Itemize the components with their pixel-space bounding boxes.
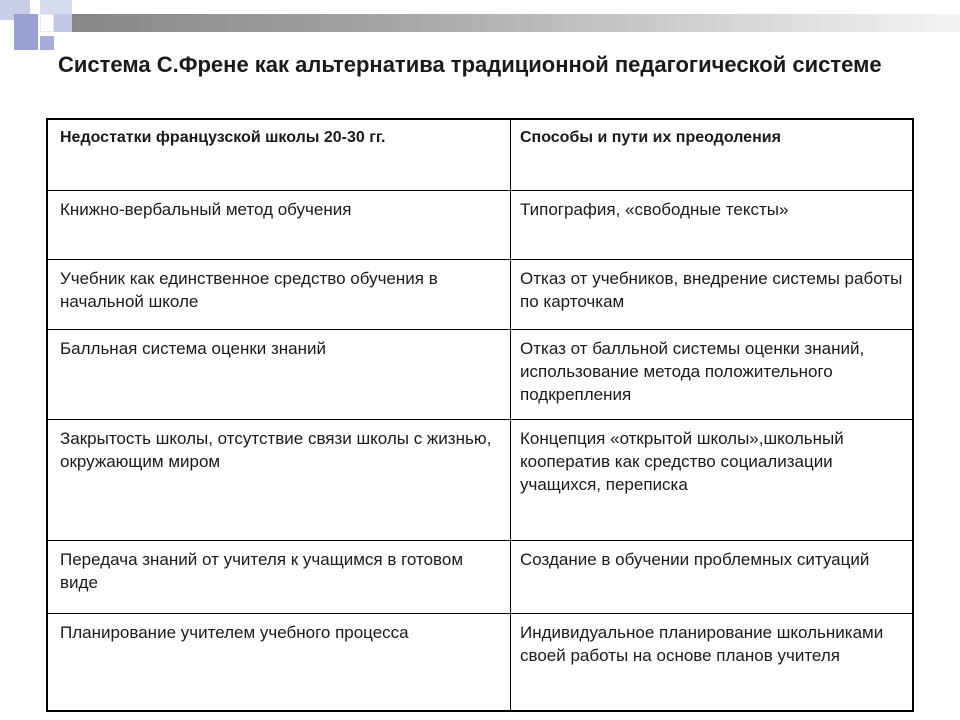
cell-drawback: Закрытость школы, отсутствие связи школы с жизнью, окружающим миром [48, 419, 511, 540]
table-row [48, 330, 913, 419]
cell-solution: Концепция «открытой школы»,школьный кооператив как средство социализации учащихся, переписка [511, 419, 913, 540]
cell-drawback: Передача знаний от учителя к учащимся в готовом виде [48, 540, 511, 613]
decor-square [14, 14, 38, 50]
header-cell-solutions: Способы и пути их преодоления [511, 120, 913, 191]
table-header-row [48, 120, 913, 191]
table-row [48, 540, 913, 613]
slide-title: Система С.Френе как альтернатива традиционной педагогической системе [58, 52, 882, 77]
cell-drawback: Планирование учителем учебного процесса [48, 613, 511, 710]
cell-solution: Отказ от балльной системы оценки знаний, использование метода положительного подкрепления [511, 330, 913, 419]
comparison-table [46, 118, 914, 712]
decor-square [40, 14, 54, 32]
table-row [48, 259, 913, 330]
cell-drawback: Книжно-вербальный метод обучения [48, 190, 511, 259]
table-row [48, 190, 913, 259]
cell-solution: Отказ от учебников, внедрение системы работы по карточкам [511, 259, 913, 330]
table [47, 119, 913, 711]
cell-solution: Индивидуальное планирование школьниками своей работы на основе планов учителя [511, 613, 913, 710]
table-row [48, 613, 913, 710]
cell-solution: Типография, «свободные тексты» [511, 190, 913, 259]
table-row [48, 419, 913, 540]
header-cell-drawbacks: Недостатки французской школы 20-30 гг. [48, 120, 511, 191]
decor-gradient-bar [72, 14, 960, 32]
cell-drawback: Балльная система оценки знаний [48, 330, 511, 419]
decor-square [40, 36, 54, 50]
decor-square [40, 0, 72, 14]
cell-drawback: Учебник как единственное средство обучения в начальной школе [48, 259, 511, 330]
decor-square [54, 14, 72, 32]
cell-solution: Создание в обучении проблемных ситуаций [511, 540, 913, 613]
